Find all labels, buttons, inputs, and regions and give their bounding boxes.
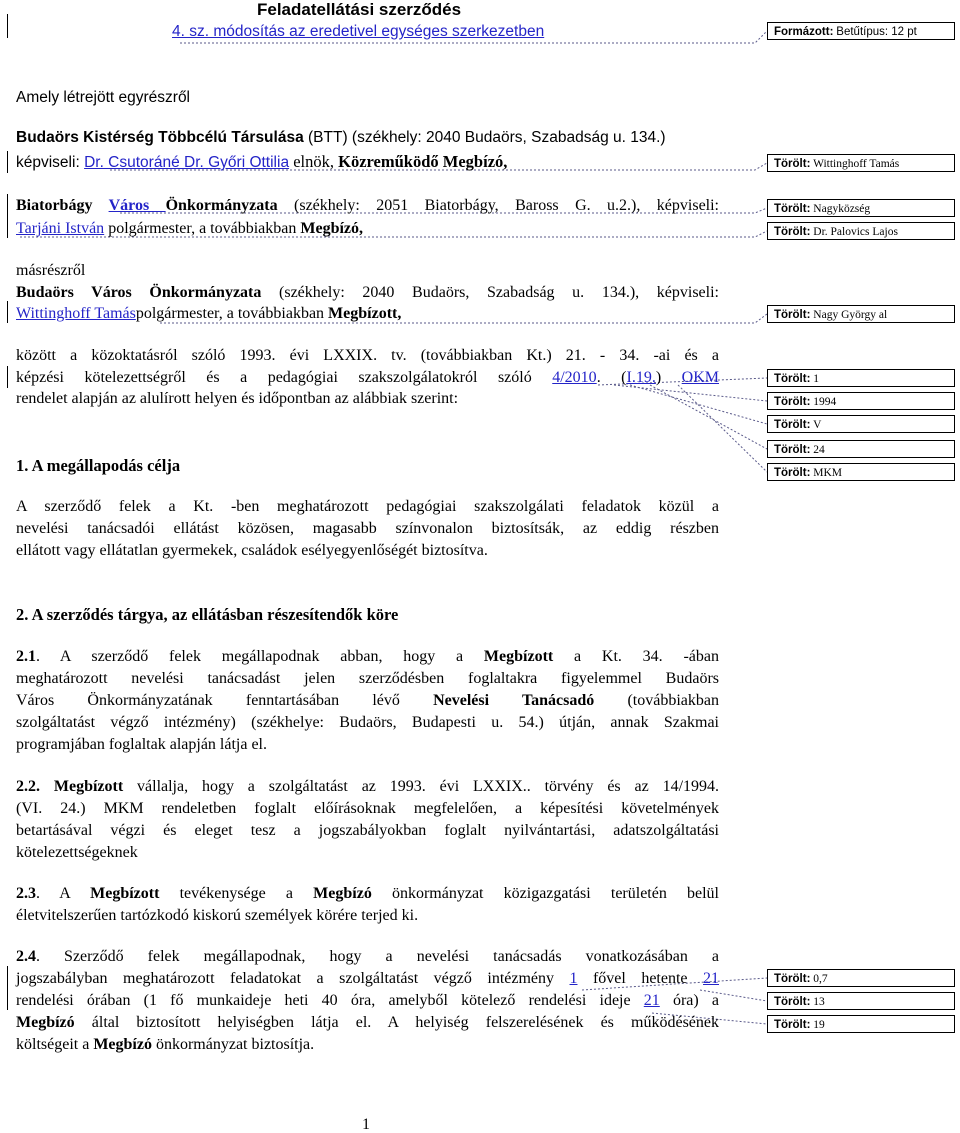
party2-line2: Tarjáni István polgármester, a továbbiakban Megbízó, [16, 220, 364, 237]
p22-line3: betartásával végzi és eleget tesz a jogszabályokban foglalt nyilvántartási, adatszolgáltatási [16, 822, 719, 839]
deleted-balloon[interactable]: Törölt: MKM [767, 463, 955, 481]
change-bar [7, 366, 8, 388]
deleted-balloon[interactable]: Törölt: V [767, 415, 955, 433]
connector-line [650, 385, 767, 449]
p21-line4: szolgáltatást végző intézmény) (székhelye: Budaörs, Budapesti u. 54.) útján, annak Szakmai [16, 714, 719, 731]
p21-line3: Város Önkormányzatának fenntartásában lévő Nevelési Tanácsadó (továbbiakban [16, 692, 719, 709]
deleted-balloon[interactable]: Törölt: 1 [767, 369, 955, 387]
party3-line1: Budaörs Város Önkormányzata (székhely: 2040 Budaörs, Szabadság u. 134.), képviseli: [16, 284, 719, 301]
party1-line1: Budaörs Kistérség Többcélú Társulása (BTT) (székhely: 2040 Budaörs, Szabadság u. 134.) [16, 129, 666, 146]
deleted-balloon[interactable]: Törölt: 24 [767, 440, 955, 458]
intro-line: Amely létrejött egyrészről [16, 89, 191, 106]
party1-line2: képviseli: Dr. Csutoráné Dr. Győri Ottilia elnök, Közreműködő Megbízó, [16, 152, 508, 171]
deleted-balloon[interactable]: Törölt: Wittinghoff Tamás [767, 154, 955, 172]
inserted-text: Város [108, 197, 166, 214]
subtitle-text: 4. sz. módosítás az eredetivel egységes szerkezetben [172, 23, 545, 40]
party3-representative: Wittinghoff Tamás [16, 305, 136, 322]
section1-heading: 1. A megállapodás célja [16, 456, 181, 475]
document-title: Feladatellátási szerződés [257, 0, 462, 19]
p24-line5: költségeit a Megbízó önkormányzat biztosítja. [16, 1036, 315, 1053]
deleted-balloon[interactable]: Törölt: Nagyközség [767, 199, 955, 217]
p21-line1: 2.1. A szerződő felek megállapodnak abban, hogy a Megbízott a Kt. 34. -ában [16, 648, 719, 665]
section1-line2: nevelési tanácsadói ellátást közösen, magasabb színvonalon biztosítsák, az eddig részben [16, 520, 719, 537]
page-number: 1 [362, 1116, 370, 1133]
change-bar [7, 151, 8, 173]
section1-line1: A szerződő felek a Kt. -ben meghatározott pedagógiai szakszolgálati feladatok közül a [16, 498, 719, 515]
p21-line2: meghatározott nevelési tanácsadást jelen szerződésben foglaltakra figyelemmel Budaörs [16, 670, 719, 687]
deleted-balloon[interactable]: Törölt: Dr. Palovics Lajos [767, 222, 955, 240]
deleted-balloon[interactable]: Törölt: Nagy György al [767, 305, 955, 323]
deleted-balloon[interactable]: Törölt: 1994 [767, 392, 955, 410]
change-bar [7, 301, 8, 323]
party2-representative: Tarjáni István [16, 220, 105, 237]
change-bar [7, 194, 8, 238]
party3-line2: Wittinghoff Tamáspolgármester, a továbbiakban Megbízott, [16, 305, 402, 322]
document-subtitle [172, 22, 544, 42]
legal-line3: rendelet alapján az alulírott helyen és időpontban az alábbiak szerint: [16, 390, 459, 407]
p21-line5: programjában foglaltak alapján látja el. [16, 736, 267, 753]
p24-line3: rendelési órában (1 fő munkaideje heti 40 óra, amelyből kötelező rendelési ideje 21 óra) a [16, 992, 720, 1009]
deleted-balloon[interactable]: Törölt: 13 [767, 992, 955, 1010]
deleted-balloon[interactable]: Törölt: 0,7 [767, 969, 955, 987]
change-bar [7, 14, 8, 38]
legal-line1: között a közoktatásról szóló 1993. évi LXXIX. tv. (továbbiakban Kt.) 21. - 34. -ai és a [16, 347, 719, 364]
p23-line1: 2.3. A Megbízott tevékenysége a Megbízó önkormányzat közigazgatási területén belül [16, 885, 720, 902]
deleted-balloon[interactable]: Törölt: 19 [767, 1015, 955, 1033]
p24-line1: 2.4. Szerződő felek megállapodnak, hogy a nevelési tanácsadás vonatkozásában a [16, 948, 719, 965]
legal-line2: képzési kötelezettségről és a pedagógiai szakszolgálatokról szóló 4/2010. (I.19.) OKM [16, 369, 720, 386]
section1-line3: ellátott vagy ellátatlan gyermekek, családok esélyegyenlőségét biztosítva. [16, 542, 488, 559]
masreszrol-line: másrészről [16, 262, 86, 279]
comment-balloon[interactable]: Formázott: Betűtípus: 12 pt [767, 22, 955, 40]
p22-line2: (VI. 24.) MKM rendeletben foglalt előírásoknak megfelelően, a képesítési követelmények [16, 800, 719, 817]
p22-line1: 2.2. Megbízott vállalja, hogy a szolgáltatást az 1993. évi LXXIX.. törvény és az 14/1994. [16, 778, 720, 795]
change-bar [7, 966, 8, 1010]
party2-line1: Biatorbágy Város Önkormányzata (székhely: 2051 Biatorbágy, Baross G. u.2.), képviseli: [16, 197, 719, 214]
party1-representative: Dr. Csutoráné Dr. Győri Ottilia [84, 154, 290, 171]
connector-line [678, 385, 767, 472]
p23-line2: életvitelszerűen tartózkodó kiskorú személyek körére terjed ki. [16, 907, 419, 924]
section2-heading: 2. A szerződés tárgya, az ellátásban részesítendők köre [16, 605, 399, 624]
p24-line2: jogszabályban meghatározott feladatokat a szolgáltatást végző intézmény 1 fővel hetente 21 [16, 970, 720, 987]
p24-line4: Megbízó által biztosított helyiségben látja el. A helyiség felszerelésének és működésének [16, 1014, 719, 1031]
p22-line4: kötelezettségeknek [16, 844, 138, 861]
